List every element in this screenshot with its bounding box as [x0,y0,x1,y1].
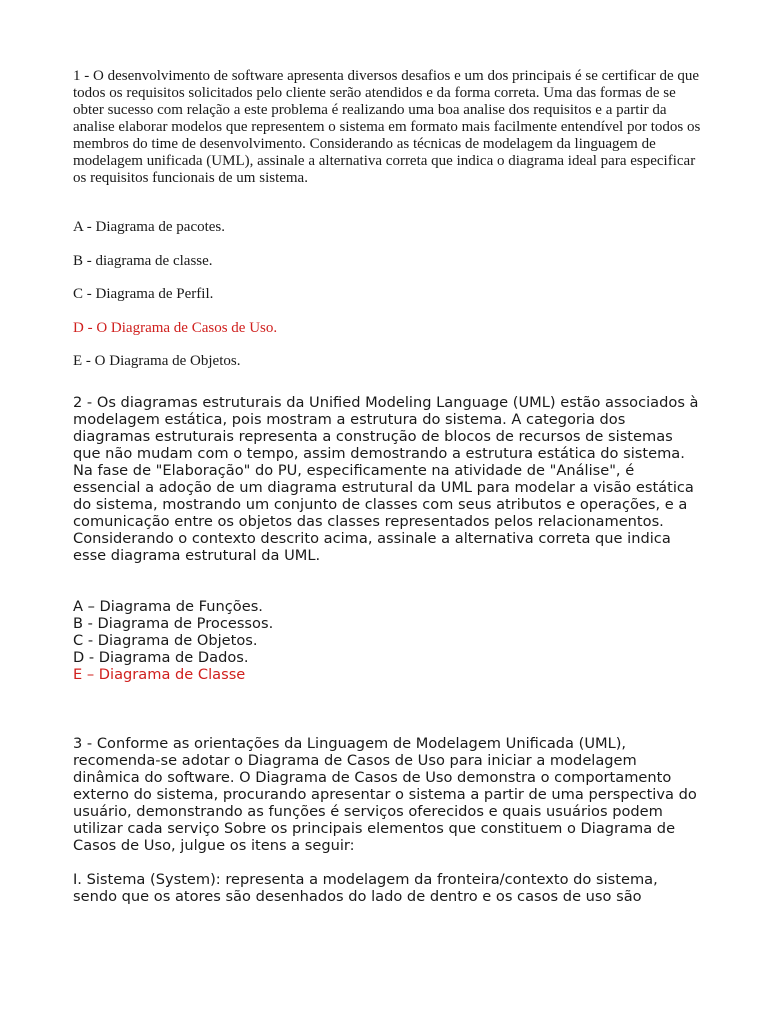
question-1-option-a: A - Diagrama de pacotes. [73,219,226,235]
document-page [73,68,703,905]
question-2-option-d: D - Diagrama de Dados. [73,649,249,666]
question-1-option-e: E - O Diagrama de Objetos. [73,353,241,369]
question-2-option-b: B - Diagrama de Processos. [73,615,274,632]
question-2 [73,394,703,683]
question-3 [73,735,703,905]
question-1-text: 1 - O desenvolvimento de software apresenta diversos desafios e um dos principais é se certificar de que todos os requisitos solicitados pelo cliente serão atendidos e da forma correta. Uma das formas de se obter sucesso com relação a este problema é realizando uma boa analise dos requisitos e a partir da analise elaborar modelos que representem o sistema em formato mais facilmente entendível por todos os membros do time de desenvolvimento. Considerando as técnicas de modelagem da linguagem de modelagem unificada (UML), assinale a alternativa correta que indica o diagrama ideal para especificar os requisitos funcionais de um sistema. [73,68,701,186]
question-3-text: 3 - Conforme as orientações da Linguagem de Modelagem Unificada (UML), recomenda-se adotar o Diagrama de Casos de Uso para iniciar a modelagem dinâmica do software. O Diagrama de Casos de Uso demonstra o comportamento externo do sistema, procurando apresentar o sistema a partir de uma perspectiva do usuário, demonstrando as funções é serviços oferecidos e quais usuários podem utilizar cada serviço Sobre os principais elementos que constituem o Diagrama de Casos de Uso, julgue os itens a seguir: [73,735,697,854]
question-1 [73,68,703,370]
question-2-text: 2 - Os diagramas estruturais da Unified Modeling Language (UML) estão associados à modelagem estática, pois mostram a estrutura do sistema. A categoria dos diagramas estruturais representa a construção de blocos de recursos de sistemas que não mudam com o tempo, assim demostrando a estrutura estática do sistema. Na fase de "Elaboração" do PU, especificamente na atividade de "Análise", é essencial a adoção de um diagrama estrutural da UML para modelar a visão estática do sistema, mostrando um conjunto de classes com seus atributos e operações, e a comunicação entre os objetos das classes representados pelos relacionamentos. Considerando o contexto descrito acima, assinale a alternativa correta que indica esse diagrama estrutural da UML. [73,394,699,564]
question-2-option-c: C - Diagrama de Objetos. [73,632,258,649]
question-3-item-1: I. Sistema (System): representa a modelagem da fronteira/contexto do sistema, sendo que os atores são desenhados do lado de dentro e os casos de uso são [73,871,658,905]
question-2-option-a: A – Diagrama de Funções. [73,598,263,615]
question-1-option-c: C - Diagrama de Perfil. [73,286,214,302]
question-1-option-d-correct: D - O Diagrama de Casos de Uso. [73,319,278,336]
question-1-option-b: B - diagrama de classe. [73,252,213,269]
question-2-option-e-correct: E – Diagrama de Classe [73,666,246,683]
